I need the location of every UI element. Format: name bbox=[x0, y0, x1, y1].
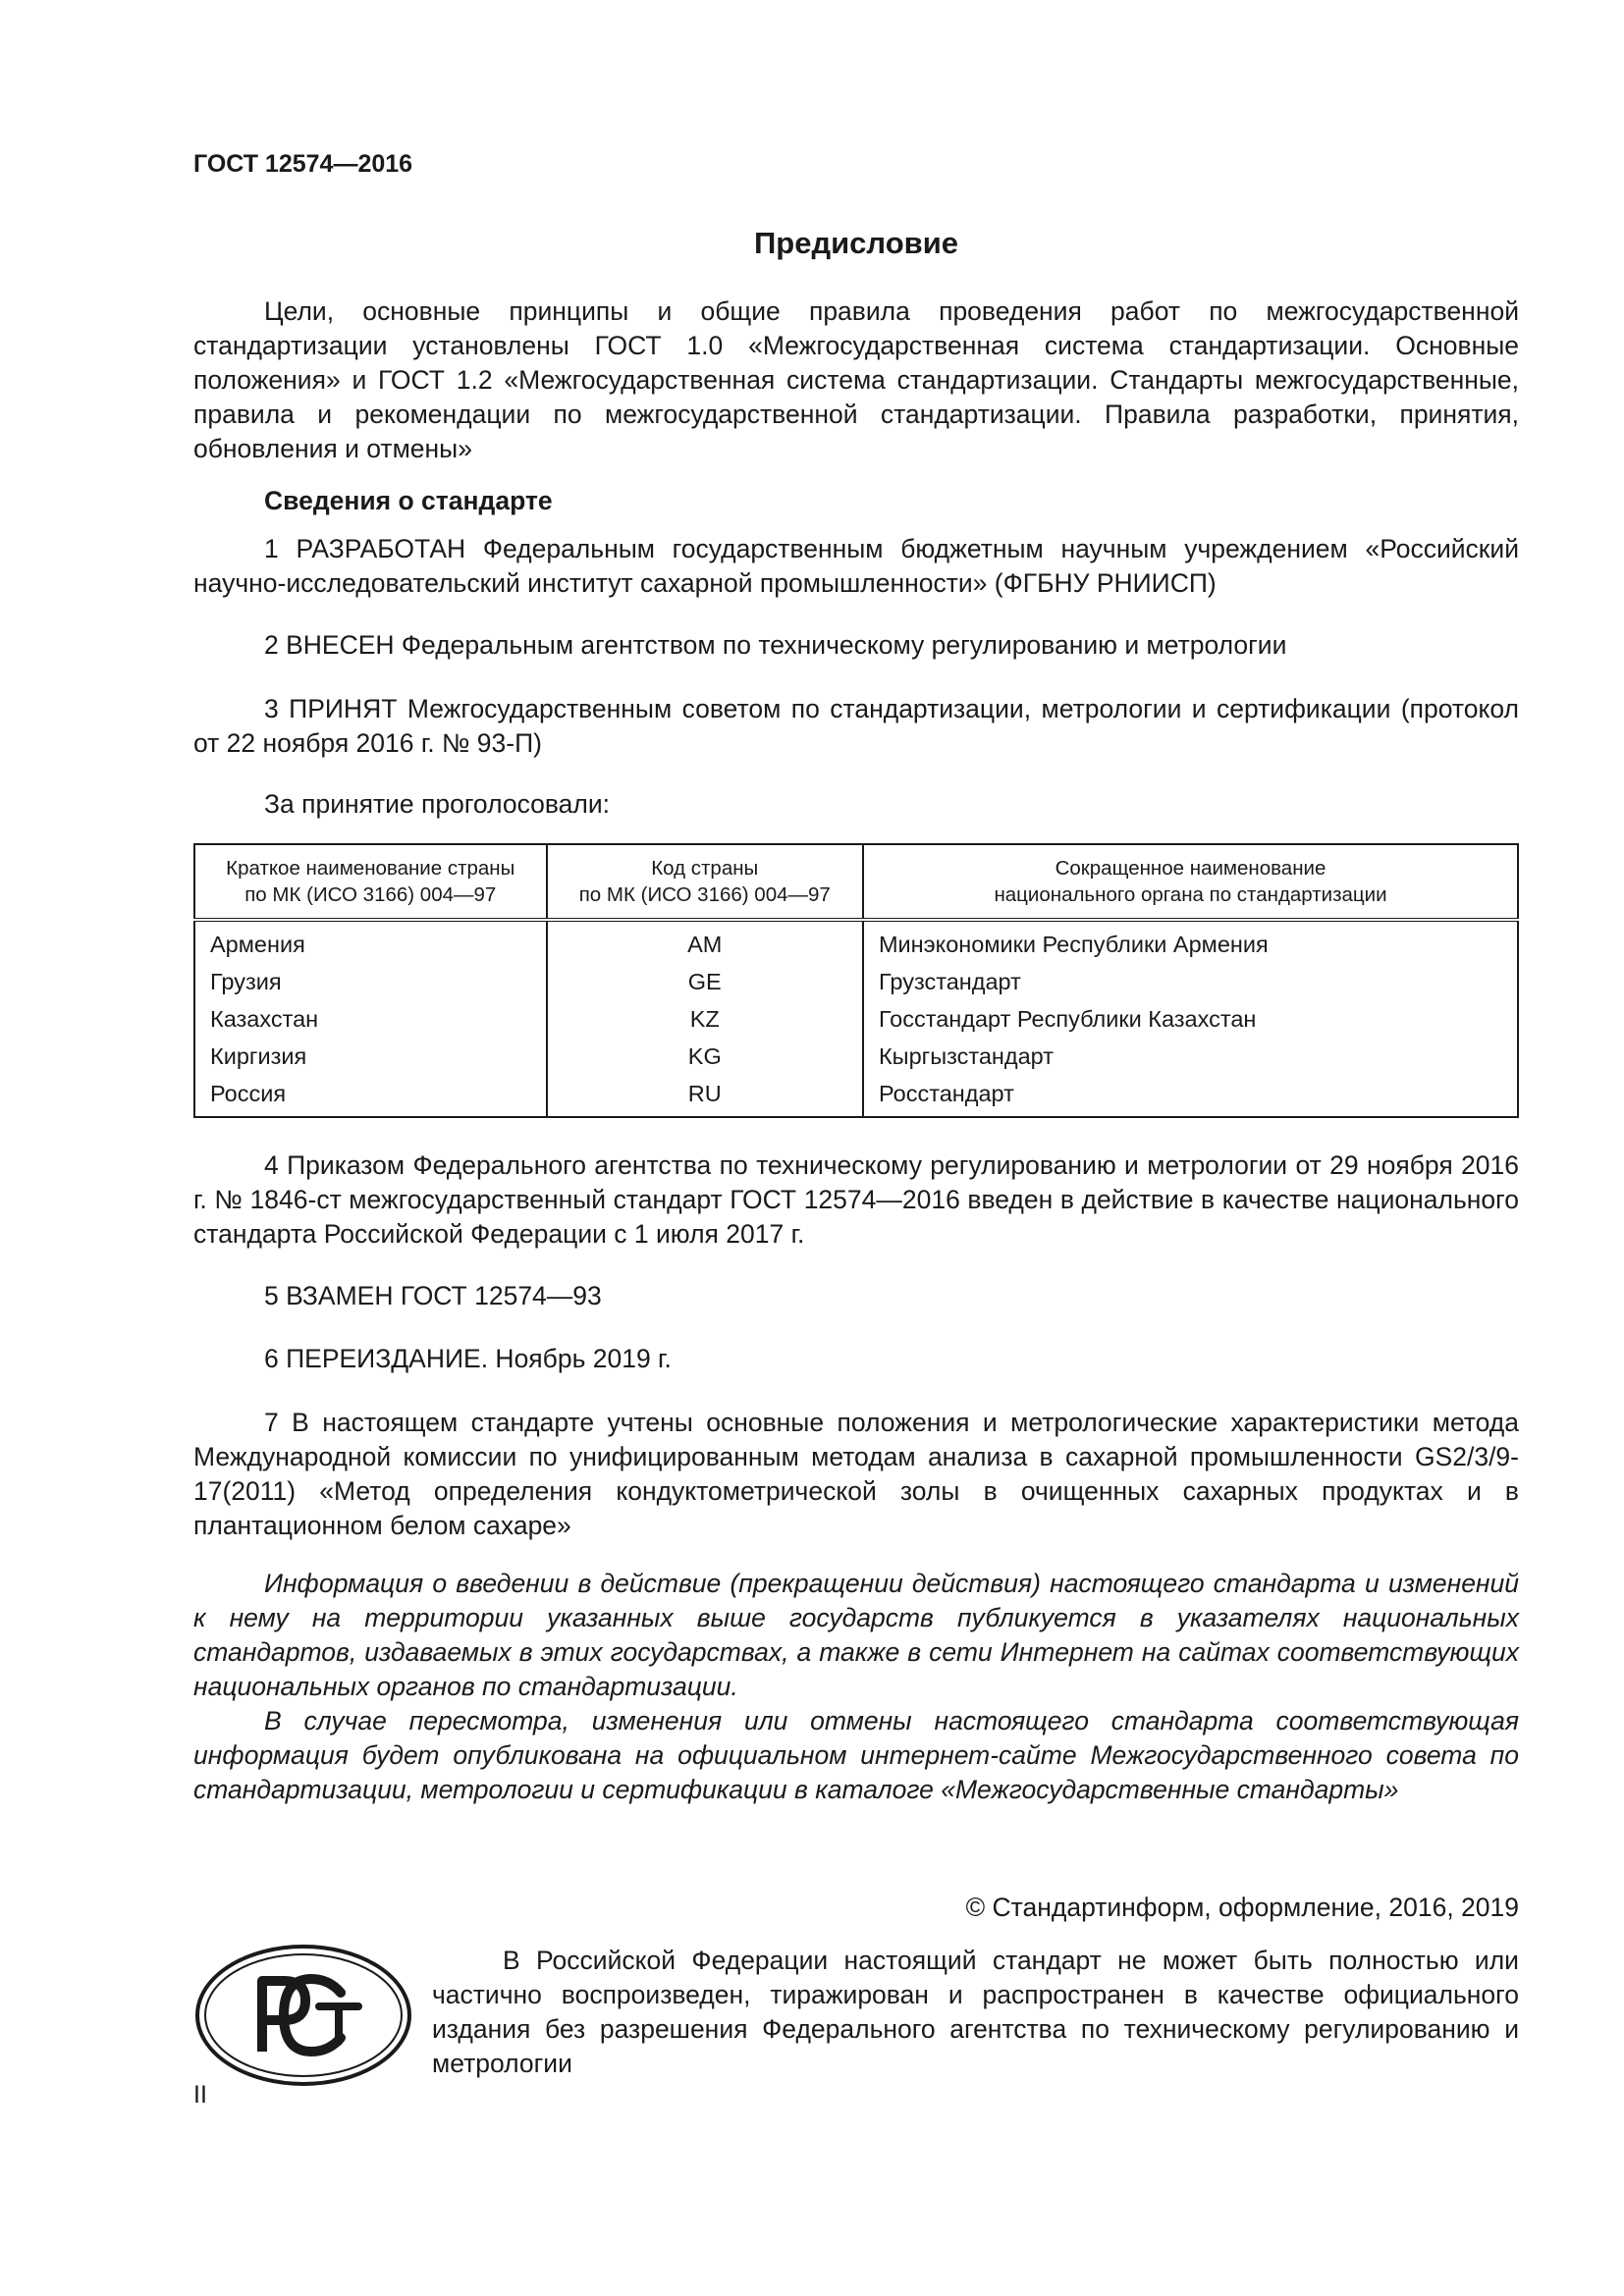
italic-notes bbox=[193, 1567, 1519, 1807]
reproduction-notice: В Российской Федерации настоящий стандарт не может быть полностью или частично воспроизведен, тиражирован и распространен в качестве официального издания без разрешения Федерального агентства по техническому регулированию и метрологии bbox=[432, 1946, 1519, 2078]
item-developed bbox=[193, 532, 1519, 601]
item-method-text: 7 В настоящем стандарте учтены основные положения и метрологические характеристики метода Международной комиссии по унифицированным методам анализа в сахарной промышленности GS2/3/9-17(2011) «Метод определения кондуктометрической золы в очищенных сахарных продуктах и в плантационном белом сахаре» bbox=[193, 1408, 1519, 1540]
header-standards-body: Сокращенное наименование национального органа по стандартизации bbox=[863, 844, 1518, 920]
table-row bbox=[194, 963, 1518, 1000]
table-row bbox=[194, 1075, 1518, 1117]
voting-table bbox=[193, 843, 1519, 1118]
note-publication: Информация о введении в действие (прекращении действия) настоящего стандарта и изменений к нему на территории указанных выше государств публикуется в указателях национальных стандартов, издаваемых в этих государствах, а также в сети Интернет на сайтах соответствующих национальных органов по стандартизации. bbox=[193, 1569, 1519, 1701]
header-country-code: Код страны по МК (ИСО 3166) 004—97 bbox=[547, 844, 863, 920]
item-adopted bbox=[193, 692, 1519, 761]
item-replaces: 5 ВЗАМЕН ГОСТ 12574—93 bbox=[264, 1281, 602, 1310]
cell-country: Киргизия bbox=[210, 1043, 307, 1069]
copyright-line: © Стандартинформ, оформление, 2016, 2019 bbox=[965, 1893, 1519, 1922]
cell-country: Грузия bbox=[210, 969, 282, 994]
cell-country: Армения bbox=[210, 932, 305, 957]
note-revision: В случае пересмотра, изменения или отмены настоящего стандарта соответствующая информация будет опубликована на официальном интернет-сайте Межгосударственного совета по стандартизации, метрологии и сертификации в каталоге «Межгосударственные стандарты» bbox=[193, 1706, 1519, 1804]
cell-body: Минэкономики Республики Армения bbox=[863, 920, 1518, 963]
pct-certification-mark-icon bbox=[193, 1942, 414, 2089]
cell-code: KZ bbox=[547, 1000, 863, 1038]
cell-code: GE bbox=[547, 963, 863, 1000]
cell-country: Казахстан bbox=[210, 1006, 319, 1032]
page-number: II bbox=[193, 2081, 207, 2109]
item-order-text: 4 Приказом Федерального агентства по техническому регулированию и метрологии от 29 ноября 2016 г. № 1846-ст межгосударственный стандарт ГОСТ 12574—2016 введен в действие в качестве национального стандарта Российской Федерации с 1 июля 2017 г. bbox=[193, 1150, 1519, 1249]
cell-code: RU bbox=[547, 1075, 863, 1117]
cell-body: Росстандарт bbox=[863, 1075, 1518, 1117]
cell-country: Россия bbox=[210, 1081, 287, 1106]
cell-code: AM bbox=[547, 920, 863, 963]
table-row bbox=[194, 1000, 1518, 1038]
item-method bbox=[193, 1406, 1519, 1543]
table-header-row bbox=[194, 844, 1518, 920]
item-reissue: 6 ПЕРЕИЗДАНИЕ. Ноябрь 2019 г. bbox=[264, 1344, 672, 1373]
cell-body: Госстандарт Республики Казахстан bbox=[863, 1000, 1518, 1038]
cell-code: KG bbox=[547, 1038, 863, 1075]
item-order bbox=[193, 1148, 1519, 1252]
item-developed-text: 1 РАЗРАБОТАН Федеральным государственным бюджетным научным учреждением «Российский научно-исследовательский институт сахарной промышленности» (ФГБНУ РНИИСП) bbox=[193, 534, 1519, 598]
intro-paragraph bbox=[193, 294, 1519, 466]
document-id-header: ГОСТ 12574—2016 bbox=[193, 150, 413, 178]
item-introduced: 2 ВНЕСЕН Федеральным агентством по техническому регулированию и метрологии bbox=[264, 630, 1287, 660]
item-adopted-text: 3 ПРИНЯТ Межгосударственным советом по стандартизации, метрологии и сертификации (протокол от 22 ноября 2016 г. № 93-П) bbox=[193, 694, 1519, 758]
table-row bbox=[194, 1038, 1518, 1075]
header-country-name: Краткое наименование страны по МК (ИСО 3166) 004—97 bbox=[194, 844, 547, 920]
intro-text: Цели, основные принципы и общие правила проведения работ по межгосударственной стандартизации установлены ГОСТ 1.0 «Межгосударственная система стандартизации. Основные положения» и ГОСТ 1.2 «Межгосударственная система стандартизации. Стандарты межгосударственные, правила и рекомендации по межгосударственной стандартизации. Правила разработки, принятия, обновления и отмены» bbox=[193, 296, 1519, 463]
cell-body: Кыргызстандарт bbox=[863, 1038, 1518, 1075]
voted-label: За принятие проголосовали: bbox=[264, 789, 611, 819]
page-title: Предисловие bbox=[753, 226, 958, 260]
table-row bbox=[194, 920, 1518, 963]
cell-body: Грузстандарт bbox=[863, 963, 1518, 1000]
info-heading: Сведения о стандарте bbox=[264, 486, 553, 515]
